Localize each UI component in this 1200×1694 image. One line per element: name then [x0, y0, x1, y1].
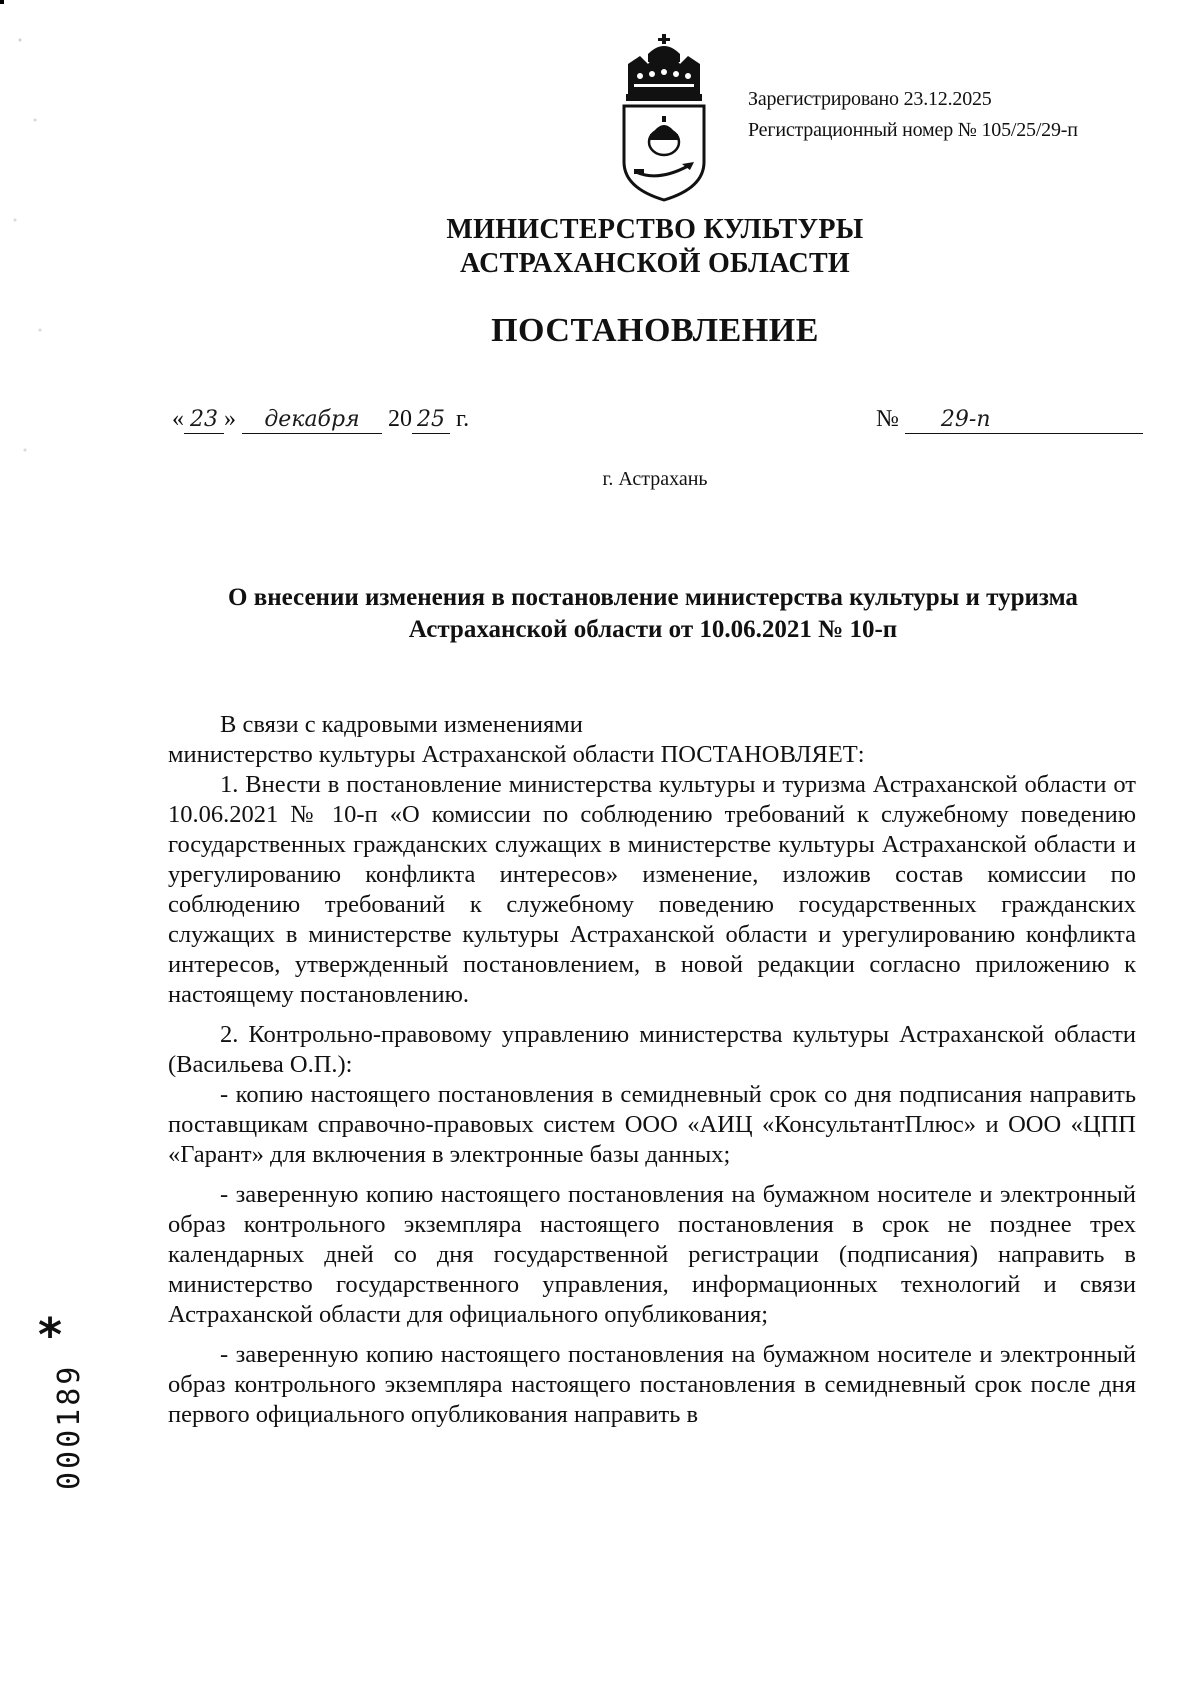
date-close-quote: » — [224, 406, 236, 432]
clause-1: 1. Внести в постановление министерства культуры и туризма Астраханской области от 10.06.2021 № 10-п «О комиссии по соблюдению требований к служебному поведению государственных гражданских служащих в министерстве культуры Астраханской области и урегулированию конфликта интересов» изменение, изложив состав комиссии по соблюдению требований к служебному поведению государственных гражданских служащих в министерстве культуры Астраханской области и урегулированию конфликта интересов, утвержденный постановлением, в новой редакции согласно приложению к настоящему постановлению. — [168, 771, 1136, 1008]
ministry-line-2: АСТРАХАНСКОЙ ОБЛАСТИ — [459, 248, 851, 279]
registration-number: Регистрационный номер № 105/25/29-п — [748, 119, 1078, 141]
document-subject: О внесении изменения в постановление министерства культуры и туризма Астраханской области от 10.06.2021 № 10-п — [228, 584, 1078, 643]
ministry-name — [0, 213, 1200, 281]
clause-2-item-3: - заверенную копию настоящего постановления на бумажном носителе и электронный образ контрольного экземпляра настоящего постановления в семидневный срок после дня первого официального опубликования направить в — [168, 1341, 1136, 1428]
clause-2-item-2: - заверенную копию настоящего постановления на бумажном носителе и электронный образ контрольного экземпляра настоящего постановления в срок не позднее трех календарных дней со дня государственной регистрации (подписания) направить в министерство государственного управления, информационных технологий и связи Астраханской области для официального опубликования; — [168, 1181, 1136, 1328]
document-body — [168, 710, 1136, 1430]
document-type: ПОСТАНОВЛЕНИЕ — [491, 312, 819, 349]
city: г. Астрахань — [602, 468, 708, 490]
clause-2-item-1: - копию настоящего постановления в семидневный срок со дня подписания направить поставщикам справочно-правовых систем ООО «АИЦ «КонсультантПлюс» и ООО «ЦПП «Гарант» для включения в электронные базы данных; — [168, 1081, 1136, 1168]
date-open-quote: « — [172, 406, 184, 432]
coat-of-arms-icon — [618, 32, 710, 202]
date-year-suffix: 25 — [412, 407, 450, 434]
number-sign: № — [876, 406, 899, 432]
clause-2: 2. Контрольно-правовому управлению министерства культуры Астраханской области (Васильева О.П.): — [168, 1021, 1136, 1078]
date-day: 23 — [184, 407, 224, 434]
document-number — [876, 406, 1143, 434]
side-stamp-number: 000189 — [52, 1363, 87, 1490]
preamble-line-1: В связи с кадровыми изменениями — [220, 711, 583, 738]
preamble-line-2: министерство культуры Астраханской области ПОСТАНОВЛЯЕТ: — [168, 741, 865, 768]
registration-stamp — [748, 84, 1078, 146]
date-year-prefix: 20 — [388, 406, 412, 432]
date-year-label: г. — [456, 406, 470, 432]
number-value: 29-п — [905, 407, 1143, 434]
side-stamp-star: * — [38, 1308, 63, 1362]
date-month: декабря — [242, 407, 382, 434]
ministry-line-1: МИНИСТЕРСТВО КУЛЬТУРЫ — [446, 214, 864, 245]
registration-date: Зарегистрировано 23.12.2025 — [748, 88, 992, 110]
document-date — [172, 406, 469, 434]
